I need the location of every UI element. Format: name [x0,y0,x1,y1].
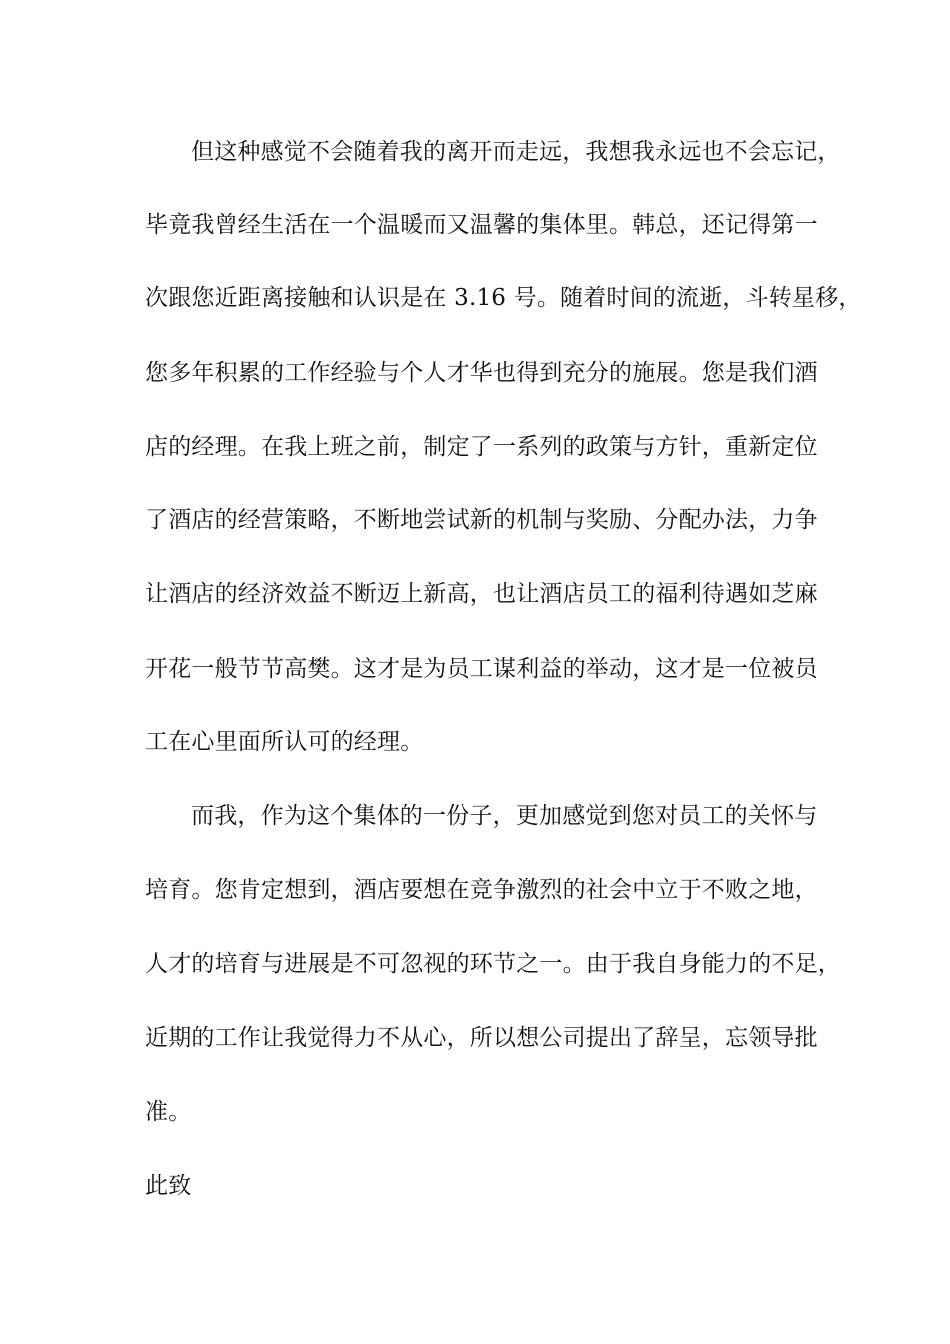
paragraph-2-line-2: 培育。您肯定想到，酒店要想在竞争激烈的社会中立于不败之地， [145,877,818,903]
paragraph-1-line-7: 让酒店的经济效益不断迈上新高，也让酒店员工的福利待遇如芝麻 [145,581,818,607]
paragraph-1-line-1: 但这种感觉不会随着我的离开而走远，我想我永远也不会忘记， [191,139,841,165]
paragraph-2-line-4: 近期的工作让我觉得力不从心，所以想公司提出了辞呈，忘领导批 [145,1025,818,1051]
closing-text: 此致 [145,1173,192,1199]
paragraph-1-line-6: 了酒店的经营策略，不断地尝试新的机制与奖励、分配办法，力争 [145,507,818,533]
paragraph-1-line-5: 店的经理。在我上班之前，制定了一系列的政策与方针，重新定位 [145,434,818,460]
paragraph-1-line-4: 您多年积累的工作经验与个人才华也得到充分的施展。您是我们酒 [145,360,818,386]
paragraph-1-line-9: 工在心里面所认可的经理。 [145,729,424,755]
paragraph-2-line-5: 准。 [145,1099,192,1125]
paragraph-1-line-2: 毕竟我曾经生活在一个温暖而又温馨的集体里。韩总，还记得第一 [145,212,818,238]
paragraph-1-line-8: 开花一般节节高樊。这才是为员工谋利益的举动，这才是一位被员 [145,656,818,682]
paragraph-1-line-3: 次跟您近距离接触和认识是在 3.16 号。随着时间的流逝，斗转星移， [145,285,862,311]
paragraph-2-line-1: 而我，作为这个集体的一份子，更加感觉到您对员工的关怀与 [191,803,818,829]
paragraph-2-line-3: 人才的培育与进展是不可忽视的环节之一。由于我自身能力的不足， [145,951,841,977]
